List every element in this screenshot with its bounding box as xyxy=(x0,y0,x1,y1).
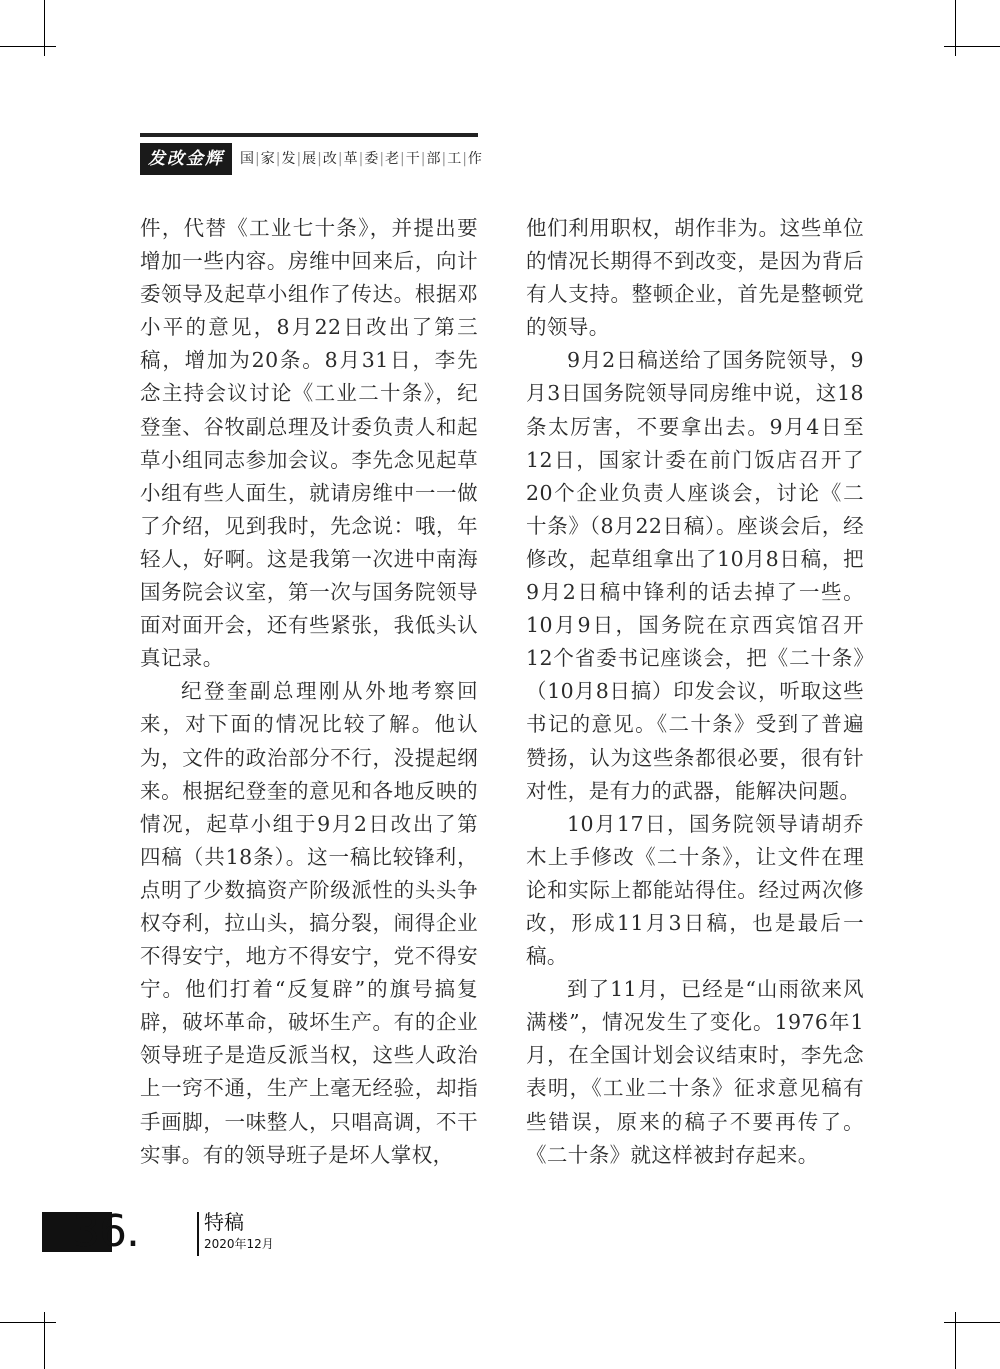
crop-mark xyxy=(955,1312,956,1369)
header-rule xyxy=(140,133,478,137)
crop-mark xyxy=(0,1322,56,1323)
section-title: 特稿 xyxy=(204,1210,244,1234)
tagline-char: 发 xyxy=(281,151,296,167)
tagline-char: 革 xyxy=(343,151,358,167)
tagline-char: 作 xyxy=(467,151,482,167)
page-header xyxy=(140,133,482,175)
right-column xyxy=(526,212,864,1172)
crop-mark xyxy=(44,1312,45,1369)
tagline-separator: | xyxy=(400,151,405,167)
tagline-separator: | xyxy=(296,151,302,167)
tagline-char: 工 xyxy=(447,151,462,167)
tagline-char: 家 xyxy=(260,151,275,167)
paragraph: 纪登奎副总理刚从外地考察回来，对下面的情况比较了解。他认为，文件的政治部分不行，没提起纲来。根据纪登奎的意见和各地反映的情况，起草小组于9月2日改出了第四稿（共18条）。这一稿比较锋利，点明了少数搞资产阶级派性的头头争权夺利，拉山头，搞分裂，闹得企业不得安宁，地方不得安宁，党不得安宁。他们打着“反复辟”的旗号搞复辟，破坏革命，破坏生产。有的企业领导班子是造反派当权，这些人政治上一窍不通，生产上毫无经验，却指手画脚，一味整人，只唱高调，不干实事。有的领导班子是坏人掌权， xyxy=(140,679,478,1167)
tagline-char: 干 xyxy=(405,151,420,167)
tagline-separator: | xyxy=(379,151,385,167)
paragraph: 他们利用职权，胡作非为。这些单位的情况长期得不到改变，是因为背后有人支持。整顿企业，首先是整顿党的领导。 xyxy=(526,216,864,340)
tagline-separator: | xyxy=(337,151,343,167)
tagline-separator: | xyxy=(275,151,281,167)
tagline-char: 委 xyxy=(364,151,379,167)
footer-divider xyxy=(197,1212,199,1256)
header-tagline xyxy=(240,147,482,171)
tagline-char: 国 xyxy=(240,151,254,167)
tagline-separator: | xyxy=(317,151,322,167)
paragraph: 9月2日稿送给了国务院领导，9月3日国务院领导同房维中说，这18条太厉害，不要拿出去。9月4日至12日，国家计委在前门饭店召开了20个企业负责人座谈会，讨论《二十条》（8月22日稿）。座谈会后，经修改，起草组拿出了10月8日稿，把9月2日稿中锋利的话去掉了一些。10月9日，国务院在京西宾馆召开12个省委书记座谈会，把《二十条》（10月8日搞）印发会议，听取这些书记的意见。《二十条》受到了普遍赞扬，认为这些条都很必要，很有针对性，是有力的武器，能解决问题。 xyxy=(526,348,864,803)
tagline-separator: | xyxy=(441,151,447,167)
tagline-separator: | xyxy=(358,151,364,167)
brand-logo: 发改金辉 xyxy=(140,143,232,175)
issue-date: 2020年12月 xyxy=(204,1237,274,1251)
crop-mark xyxy=(0,46,56,47)
tagline-char: 老 xyxy=(385,151,400,167)
crop-mark xyxy=(944,1322,1000,1323)
crop-mark xyxy=(44,0,45,56)
page-number: 36. xyxy=(72,1206,139,1257)
paragraph: 到了11月，已经是“山雨欲来风满楼”，情况发生了变化。1976年1月，在全国计划会议结束时，李先念表明，《工业二十条》征求意见稿有些错误，原来的稿子不要再传了。《二十条》就这样被封存起来。 xyxy=(526,977,864,1167)
paragraph: 件，代替《工业七十条》，并提出要增加一些内容。房维中回来后，向计委领导及起草小组作了传达。根据邓小平的意见，8月22日改出了第三稿，增加为20条。8月31日，李先念主持会议讨论《工业二十条》，纪登奎、谷牧副总理及计委负责人和起草小组同志参加会议。李先念见起草小组有些人面生，就请房维中一一做了介绍，见到我时，先念说：哦，年轻人，好啊。这是我第一次进中南海国务院会议室，第一次与国务院领导面对面开会，还有些紧张，我低头认真记录。 xyxy=(140,216,478,671)
tagline-char: 改 xyxy=(322,151,337,167)
tagline-separator: | xyxy=(420,151,426,167)
paragraph: 10月17日，国务院领导请胡乔木上手修改《二十条》，让文件在理论和实际上都能站得住。经过两次修改，形成11月3日稿，也是最后一稿。 xyxy=(526,811,864,969)
tagline-char: 展 xyxy=(302,151,317,167)
crop-mark xyxy=(944,46,1000,47)
tagline-char: 部 xyxy=(426,151,441,167)
crop-mark xyxy=(955,0,956,56)
tagline-separator: | xyxy=(255,151,260,167)
tagline-separator: | xyxy=(462,151,467,167)
left-column xyxy=(140,212,478,1172)
